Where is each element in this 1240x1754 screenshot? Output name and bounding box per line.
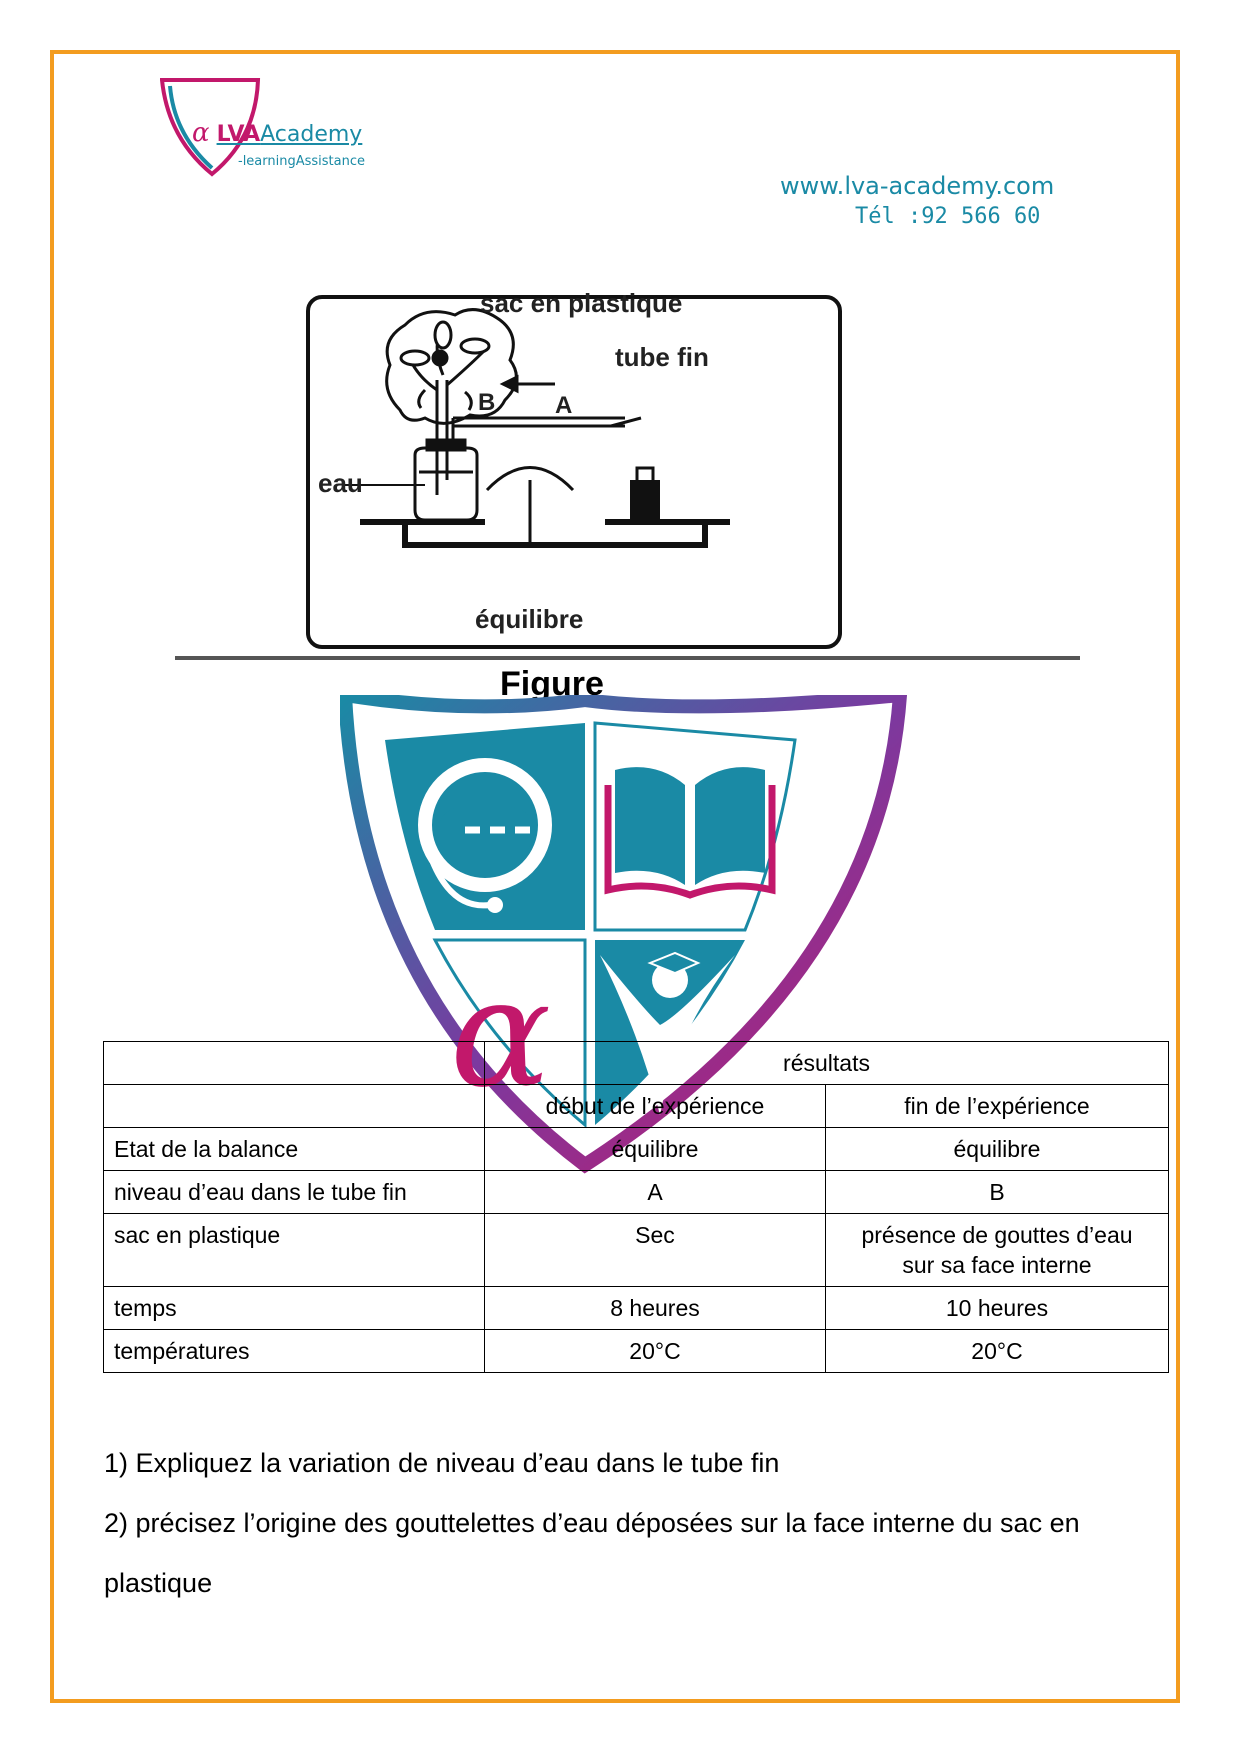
results-group-header: résultats bbox=[485, 1042, 1169, 1085]
row-label: Etat de la balance bbox=[104, 1128, 485, 1171]
cell-end: équilibre bbox=[826, 1128, 1169, 1171]
cell-start: Sec bbox=[485, 1214, 826, 1287]
question-1: 1) Expliquez la variation de niveau d’eau dans le tube fin bbox=[104, 1448, 780, 1478]
label-point-b: B bbox=[478, 389, 496, 416]
cell-end: B bbox=[826, 1171, 1169, 1214]
cell-end: 10 heures bbox=[826, 1287, 1169, 1330]
lva-academy-logo bbox=[160, 78, 400, 178]
cell-end-line2: sur sa face interne bbox=[902, 1252, 1092, 1278]
results-table bbox=[103, 1041, 1169, 1373]
phone-number: Tél :92 566 60 bbox=[855, 204, 1041, 229]
table-row bbox=[104, 1128, 1169, 1171]
table-corner-cell bbox=[104, 1042, 485, 1085]
col-header-start: début de l’expérience bbox=[485, 1085, 826, 1128]
row-label: niveau d’eau dans le tube fin bbox=[104, 1171, 485, 1214]
label-bag: sac en plastique bbox=[480, 288, 683, 318]
logo-text bbox=[192, 118, 362, 148]
table-subheader-row bbox=[104, 1085, 1169, 1128]
logo-tagline: -learningAssistance bbox=[238, 154, 365, 169]
cell-start: A bbox=[485, 1171, 826, 1214]
label-water: eau bbox=[318, 468, 363, 498]
label-point-a: A bbox=[555, 392, 573, 419]
row-label: temps bbox=[104, 1287, 485, 1330]
table-row bbox=[104, 1287, 1169, 1330]
table-row bbox=[104, 1330, 1169, 1373]
weight-icon bbox=[630, 480, 660, 520]
cell-start: 20°C bbox=[485, 1330, 826, 1373]
col-header-end: fin de l’expérience bbox=[826, 1085, 1169, 1128]
cell-end-line1: présence de gouttes d’eau bbox=[861, 1222, 1133, 1248]
table-row bbox=[104, 1214, 1169, 1287]
figure-caption: Figure bbox=[500, 665, 604, 703]
website-link[interactable]: www.lva-academy.com bbox=[780, 172, 1055, 200]
logo-alpha: α bbox=[192, 118, 210, 148]
thin-tube bbox=[453, 418, 641, 445]
logo-academy: Academy bbox=[260, 122, 363, 147]
experiment-figure bbox=[175, 280, 1080, 670]
label-balance: équilibre bbox=[475, 604, 584, 634]
label-tube: tube fin bbox=[615, 342, 709, 372]
row-label: températures bbox=[104, 1330, 485, 1373]
cell-start: équilibre bbox=[485, 1128, 826, 1171]
logo-lva: LVA bbox=[216, 122, 261, 147]
table-row bbox=[104, 1171, 1169, 1214]
alpha-symbol: α bbox=[450, 947, 552, 1121]
table-empty-cell bbox=[104, 1085, 485, 1128]
plastic-bag bbox=[387, 310, 517, 424]
cell-end bbox=[826, 1214, 1169, 1287]
row-label: sac en plastique bbox=[104, 1214, 485, 1287]
jar bbox=[415, 440, 477, 520]
experiment-diagram bbox=[175, 280, 1080, 670]
question-2: 2) précisez l’origine des gouttelettes d’eau déposées sur la face interne du sac en plastique bbox=[104, 1508, 1080, 1598]
flow-arrow bbox=[503, 377, 555, 391]
cell-end: 20°C bbox=[826, 1330, 1169, 1373]
table-header-row bbox=[104, 1042, 1169, 1085]
cell-start: 8 heures bbox=[485, 1287, 826, 1330]
